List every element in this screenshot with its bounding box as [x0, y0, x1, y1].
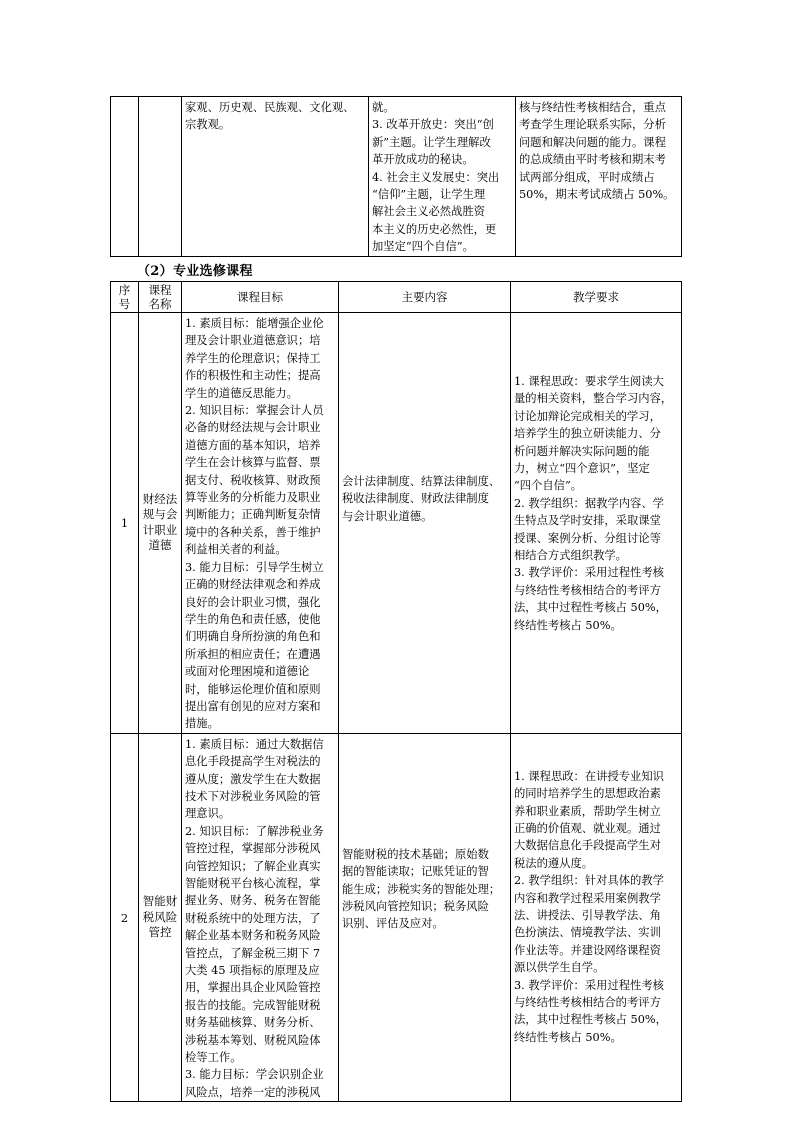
text-line: 境中的各种关系，善于维护 [185, 525, 321, 539]
text-line: 能生成；涉税实务的智能处理； [342, 882, 501, 896]
text-line: 们明确自身所扮演的角色和 [185, 630, 321, 644]
text-line: 考查学生理论联系实际，分析 [519, 118, 666, 132]
text-line: 革开放成功的秘诀。 [372, 153, 474, 167]
text-line: 智能财税的技术基础；原始数 [342, 847, 489, 861]
text-line: 财税系统中的处理方法，了 [185, 911, 321, 925]
text-line: 试两部分组成，平时成绩占 [519, 170, 655, 184]
text-line: 宗教观。 [185, 118, 231, 132]
teaching-requirement-cell [516, 97, 682, 257]
header-main-content: 主要内容 [339, 282, 511, 313]
text-line: 学生的道德反思能力。 [185, 386, 298, 400]
text-line: 风险点，培养一定的涉税风 [185, 1085, 321, 1099]
text-line: 2. 知识目标：了解涉税业务 [185, 824, 324, 838]
index-cell [111, 97, 139, 257]
text-line: 税法的遵从度。 [514, 856, 594, 870]
text-line: 提出富有创见的应对方案和 [185, 699, 321, 713]
text-line: 授课、案例分析、分组讨论等 [514, 531, 661, 545]
text-line: 讨论加辩论完成相关的学习， [514, 409, 661, 423]
text-line: 遵从度；激发学生在大数据 [185, 772, 321, 786]
main-content-text [369, 97, 515, 256]
teaching-requirement-cell [511, 733, 682, 1102]
main-content-text [339, 313, 510, 525]
course-goal-text [182, 734, 338, 1102]
text-line: 3. 改革开放史：突出“创 [372, 118, 494, 132]
table-row [111, 313, 682, 734]
header-index: 序号 [111, 282, 139, 313]
table-header-row [111, 282, 682, 313]
course-goal-cell [182, 97, 369, 257]
text-line: 或面对伦理困境和道德论 [185, 665, 310, 679]
text-line: 利益相关者的利益。 [185, 543, 287, 557]
text-line: 必备的财经法规与会计职业 [185, 421, 321, 435]
course-name-cell [139, 97, 182, 257]
text-line: 与会计职业道德。 [342, 509, 433, 523]
text-line: 技术下对涉税业务风险的管 [185, 789, 321, 803]
course-index: 2 [120, 910, 129, 925]
text-line: 1. 课程思政：在讲授专业知识 [514, 769, 664, 783]
text-line: “四个自信”。 [514, 479, 583, 493]
teaching-requirement-cell [511, 313, 682, 734]
text-line: 析问题并解决实际问题的能 [514, 444, 650, 458]
text-line: 大数据信息化手段提高学生对 [514, 839, 661, 853]
course-name: 财经法规与会计职业道德 [142, 491, 178, 553]
main-content-cell [369, 97, 516, 257]
text-line: 养和职业素质，帮助学生树立 [514, 804, 661, 818]
text-line: 3. 能力目标：引导学生树立 [185, 560, 324, 574]
section-heading: （2）专业选修课程 [137, 264, 253, 279]
course-goal-text [182, 97, 368, 134]
text-line: 正确的价值观、就业观。通过 [514, 821, 661, 835]
text-line: 税收法律制度、财政法律制度 [342, 492, 489, 506]
text-line: 道德方面的基本知识，培养 [185, 438, 321, 452]
course-goal-cell [182, 733, 339, 1102]
text-line: 终结性考核占 50%。 [514, 1030, 622, 1044]
text-line: 与终结性考核相结合的考评方 [514, 996, 661, 1010]
text-line: 管控点，了解金税三期下 7 [185, 946, 321, 960]
text-line: 与终结性考核相结合的考评方 [514, 583, 661, 597]
text-line: 握业务、财务、税务在智能 [185, 894, 321, 908]
text-line: 源以供学生自学。 [514, 961, 605, 975]
elective-course-table [110, 281, 682, 1102]
course-goal-text [182, 313, 338, 733]
previous-course-table-continuation [110, 96, 682, 257]
course-name-cell [139, 313, 182, 734]
index-cell [111, 313, 139, 734]
text-line: 检等工作。 [185, 1051, 242, 1065]
text-line: 所承担的相应责任；在遭遇 [185, 647, 321, 661]
text-line: 3. 教学评价：采用过程性考核 [514, 978, 664, 992]
text-line: 良好的会计职业习惯，强化 [185, 595, 321, 609]
course-index: 1 [120, 515, 129, 530]
text-line: 加坚定“四个自信”。 [372, 240, 474, 254]
text-line: 养学生的伦理意识；保持工 [185, 351, 321, 365]
text-line: 学生在会计核算与监督、票 [185, 456, 321, 470]
text-line: 1. 素质目标：能增强企业伦 [185, 317, 324, 330]
text-line: 3. 教学评价：采用过程性考核 [514, 566, 664, 580]
text-line: 用，掌握出具企业风险管控 [185, 981, 321, 995]
text-line: 财务基础核算、财务分析、 [185, 1016, 321, 1030]
text-line: 内容和教学过程采用案例教学 [514, 891, 661, 905]
index-cell [111, 733, 139, 1102]
text-line: 识别、评估及应对。 [342, 917, 444, 931]
text-line: 力，树立“四个意识”，坚定 [514, 462, 650, 476]
header-course-goal: 课程目标 [182, 282, 339, 313]
text-line: 理及会计职业道德意识；培 [185, 334, 321, 348]
main-content-text [339, 734, 510, 933]
text-line: 学生的角色和责任感，使他 [185, 612, 321, 626]
text-line: 解社会主义必然战胜资 [372, 205, 485, 219]
text-line: 涉税风向管控知识；税务风险 [342, 899, 489, 913]
text-line: 本主义的历史必然性，更 [372, 222, 497, 236]
text-line: 量的相关资料，整合学习内容， [514, 392, 673, 406]
text-line: 报告的技能。完成智能财税 [185, 998, 321, 1012]
text-line: 措施。 [185, 717, 219, 731]
text-line: 问题和解决问题的能力。课程 [519, 135, 666, 149]
text-line: 2. 教学组织：针对具体的教学 [514, 874, 664, 888]
text-line: 色扮演法、情境教学法、实训 [514, 926, 661, 940]
header-teaching-requirement: 教学要求 [511, 282, 682, 313]
course-goal-cell [182, 313, 339, 734]
text-line: 2. 知识目标：掌握会计人员 [185, 404, 324, 418]
text-line: 涉税基本筹划、财税风险体 [185, 1033, 321, 1047]
text-line: 1. 课程思政：要求学生阅读大 [514, 375, 664, 388]
text-line: 法、讲授法、引导教学法、角 [514, 909, 661, 922]
text-line: 向管控知识；了解企业真实 [185, 859, 321, 873]
text-line: “信仰”主题，让学生理 [372, 188, 486, 202]
text-line: 作的积极性和主动性；提高 [185, 369, 321, 383]
table-row [111, 733, 682, 1102]
course-name: 智能财税风险管控 [142, 894, 178, 940]
text-line: 培养学生的独立研读能力、分 [514, 427, 661, 441]
teaching-requirement-text [511, 734, 681, 1047]
text-line: 生特点及学时安排，采取课堂 [514, 514, 661, 528]
text-line: 50%，期末考试成绩占 50%。 [519, 188, 675, 202]
text-line: 的总成绩由平时考核和期末考 [519, 153, 666, 167]
text-line: 法，其中过程性考核占 50%， [514, 601, 667, 615]
text-line: 2. 教学组织：据教学内容、学 [514, 496, 664, 510]
text-line: 智能财税平台核心流程，掌 [185, 877, 321, 890]
text-line: 正确的财经法律观念和养成 [185, 578, 321, 592]
text-line: 大类 45 项指标的原理及应 [185, 964, 320, 978]
teaching-requirement-text [516, 97, 681, 203]
text-line: 终结性考核占 50%。 [514, 618, 622, 632]
teaching-requirement-text [511, 313, 681, 634]
text-line: 判断能力；正确判断复杂情 [185, 508, 321, 522]
text-line: 算等业务的分析能力及职业 [185, 491, 321, 505]
header-course-name: 课程名称 [139, 282, 182, 313]
text-line: 作业法等。并建设网络课程资 [514, 943, 661, 957]
table-row [111, 97, 682, 257]
text-line: 家观、历史观、民族观、文化观、 [185, 101, 355, 114]
text-line: 核与终结性考核相结合，重点 [519, 101, 666, 114]
text-line: 时，能够运伦理价值和原则 [185, 682, 321, 696]
text-line: 息化手段提高学生对税法的 [185, 755, 321, 769]
text-line: 4. 社会主义发展史：突出 [372, 170, 500, 184]
text-line: 新”主题。让学生理解改 [372, 135, 491, 149]
main-content-cell [339, 313, 511, 734]
main-content-cell [339, 733, 511, 1102]
text-line: 1. 素质目标：通过大数据信 [185, 737, 324, 751]
text-line: 据的智能读取；记账凭证的智 [342, 865, 489, 879]
text-line: 管控过程，掌握部分涉税风 [185, 842, 321, 856]
text-line: 就。 [372, 101, 395, 114]
text-line: 相结合方式组织教学。 [514, 549, 627, 563]
text-line: 的同时培养学生的思想政治素 [514, 787, 661, 801]
text-line: 法，其中过程性考核占 50%， [514, 1013, 667, 1027]
text-line: 3. 能力目标：学会识别企业 [185, 1068, 324, 1082]
text-line: 据支付、税收核算、财政预 [185, 473, 321, 487]
course-name-cell [139, 733, 182, 1102]
text-line: 理意识。 [185, 807, 231, 821]
text-line: 会计法律制度、结算法律制度、 [342, 475, 501, 488]
text-line: 解企业基本财务和税务风险 [185, 929, 321, 943]
